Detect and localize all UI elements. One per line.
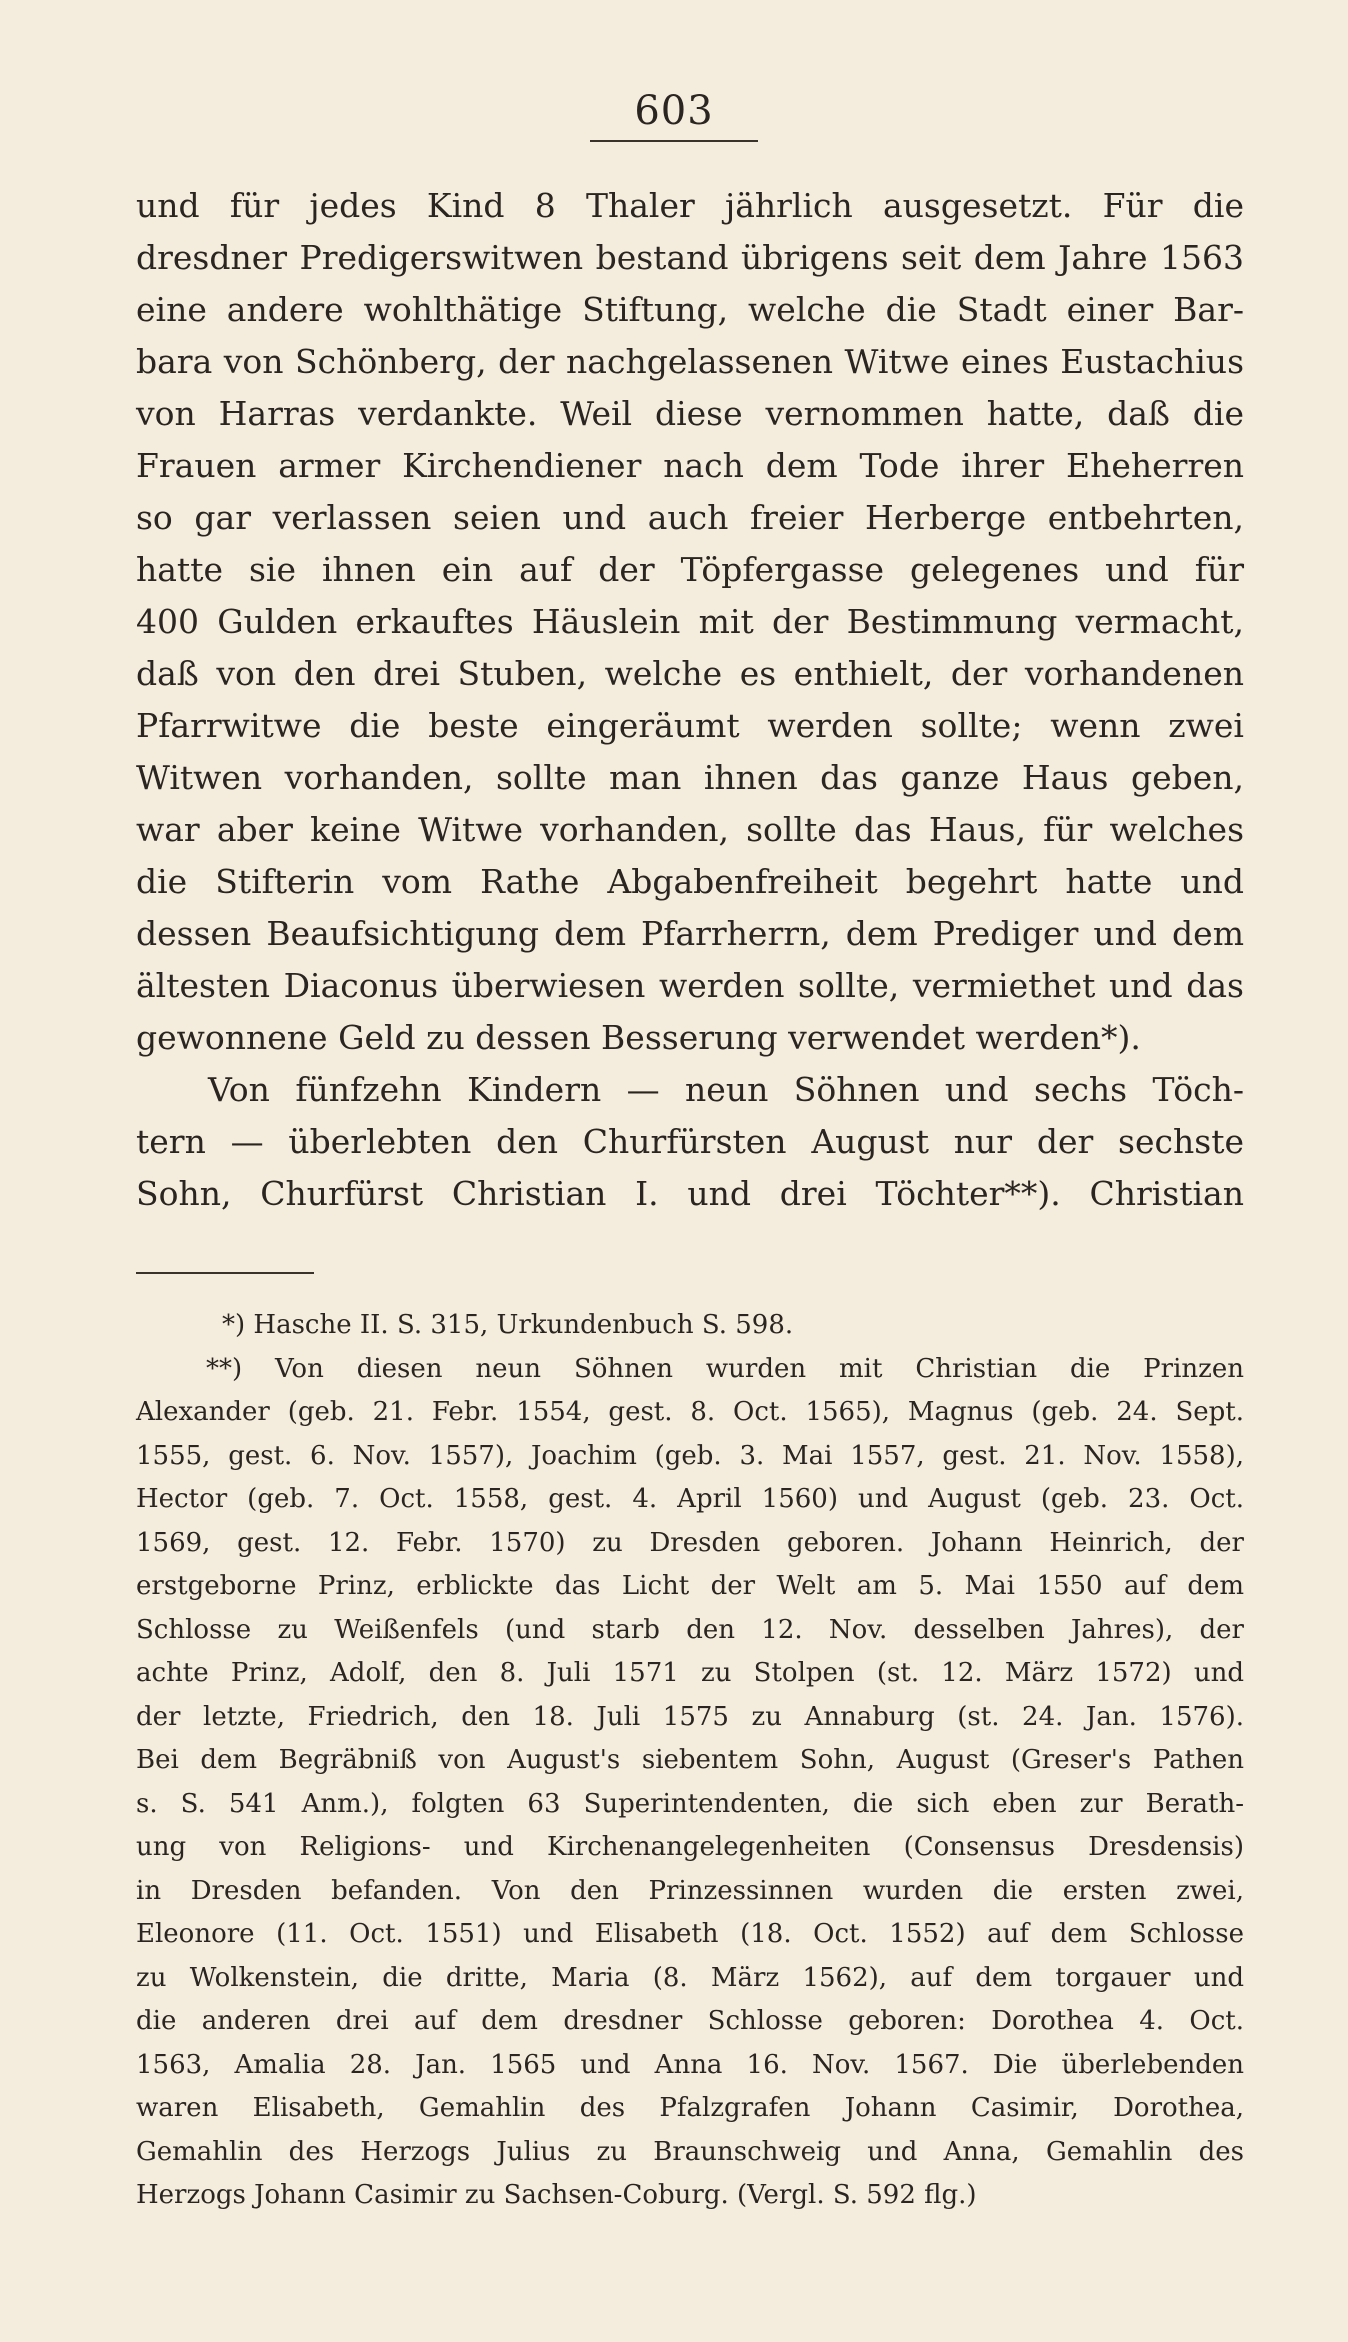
footnote-line: Schlosse zu Weißenfels (und starb den 12. Nov. desselben Jahres), der bbox=[136, 1614, 1244, 1645]
footnote-line: 1563, Amalia 28. Jan. 1565 und Anna 16. Nov. 1567. Die überlebenden bbox=[136, 2049, 1244, 2080]
page-number-rule bbox=[590, 140, 758, 142]
footnote-line: Herzogs Johann Casimir zu Sachsen-Coburg. (Vergl. S. 592 flg.) bbox=[136, 2180, 977, 2210]
footnote-line: *) Hasche II. S. 315, Urkundenbuch S. 598. bbox=[222, 1310, 794, 1340]
text-line: eine andere wohlthätige Stiftung, welche die Stadt einer Bar- bbox=[136, 290, 1244, 329]
main-text bbox=[136, 180, 1244, 1220]
text-line: bara von Schönberg, der nachgelassenen Witwe eines Eustachius bbox=[136, 342, 1244, 381]
footnote-line: Eleonore (11. Oct. 1551) und Elisabeth (18. Oct. 1552) auf dem Schlosse bbox=[136, 1919, 1244, 1949]
text-line: 400 Gulden erkauftes Häuslein mit der Bestimmung vermacht, bbox=[136, 602, 1244, 641]
footnote-line: zu Wolkenstein, die dritte, Maria (8. März 1562), auf dem torgauer und bbox=[136, 1962, 1244, 1993]
footnotes bbox=[136, 1304, 1244, 2218]
text-line: Von fünfzehn Kindern — neun Söhnen und sechs Töch- bbox=[208, 1070, 1244, 1109]
footnote-line: s. S. 541 Anm.), folgten 63 Superintendenten, die sich eben zur Berath- bbox=[136, 1788, 1244, 1819]
text-line: Pfarrwitwe die beste eingeräumt werden sollte; wenn zwei bbox=[136, 706, 1244, 745]
footnote-line: Bei dem Begräbniß von August's siebentem Sohn, August (Greser's Pathen bbox=[136, 1745, 1244, 1775]
footnote-line: Alexander (geb. 21. Febr. 1554, gest. 8. Oct. 1565), Magnus (geb. 24. Sept. bbox=[136, 1397, 1244, 1427]
footnote-line: in Dresden befanden. Von den Prinzessinnen wurden die ersten zwei, bbox=[136, 1875, 1244, 1906]
footnote-line: Gemahlin des Herzogs Julius zu Braunschweig und Anna, Gemahlin des bbox=[136, 2136, 1244, 2167]
text-line: und für jedes Kind 8 Thaler jährlich ausgesetzt. Für die bbox=[136, 186, 1244, 225]
footnote-line: erstgeborne Prinz, erblickte das Licht der Welt am 5. Mai 1550 auf dem bbox=[136, 1571, 1244, 1601]
footnote-line: der letzte, Friedrich, den 18. Juli 1575 zu Annaburg (st. 24. Jan. 1576). bbox=[136, 1701, 1244, 1732]
text-line: Frauen armer Kirchendiener nach dem Tode ihrer Eheherren bbox=[136, 446, 1244, 485]
text-line: tern — überlebten den Churfürsten August nur der sechste bbox=[136, 1122, 1244, 1161]
text-line: daß von den drei Stuben, welche es enthielt, der vorhandenen bbox=[136, 654, 1244, 693]
text-line: gewonnene Geld zu dessen Besserung verwendet werden*). bbox=[136, 1018, 1141, 1057]
footnote-line: ung von Religions- und Kirchenangelegenheiten (Consensus Dresdensis) bbox=[136, 1832, 1244, 1862]
text-line: die Stifterin vom Rathe Abgabenfreiheit begehrt hatte und bbox=[136, 862, 1244, 901]
text-line: dessen Beaufsichtigung dem Pfarrherrn, dem Prediger und dem bbox=[136, 914, 1244, 953]
footnote-line: die anderen drei auf dem dresdner Schlosse geboren: Dorothea 4. Oct. bbox=[136, 2006, 1244, 2036]
footnote-line: **) Von diesen neun Söhnen wurden mit Christian die Prinzen bbox=[206, 1353, 1244, 1384]
footnote-line: 1569, gest. 12. Febr. 1570) zu Dresden geboren. Johann Heinrich, der bbox=[136, 1527, 1244, 1558]
footnote-rule bbox=[136, 1272, 314, 1274]
page-number: 603 bbox=[634, 88, 714, 134]
text-line: hatte sie ihnen ein auf der Töpfergasse gelegenes und für bbox=[136, 550, 1244, 589]
text-line: so gar verlassen seien und auch freier Herberge entbehrten, bbox=[136, 498, 1244, 537]
text-line: ältesten Diaconus überwiesen werden sollte, vermiethet und das bbox=[136, 966, 1244, 1005]
footnote-line: Hector (geb. 7. Oct. 1558, gest. 4. April 1560) und August (geb. 23. Oct. bbox=[136, 1484, 1244, 1514]
footnote-line: waren Elisabeth, Gemahlin des Pfalzgrafen Johann Casimir, Dorothea, bbox=[136, 2093, 1244, 2123]
footnote-line: achte Prinz, Adolf, den 8. Juli 1571 zu Stolpen (st. 12. März 1572) und bbox=[136, 1658, 1244, 1688]
text-line: Sohn, Churfürst Christian I. und drei Töchter**). Christian bbox=[136, 1174, 1244, 1213]
text-line: von Harras verdankte. Weil diese vernommen hatte, daß die bbox=[136, 394, 1244, 433]
text-line: dresdner Predigerswitwen bestand übrigens seit dem Jahre 1563 bbox=[136, 238, 1244, 277]
text-line: Witwen vorhanden, sollte man ihnen das ganze Haus geben, bbox=[136, 758, 1244, 797]
text-line: war aber keine Witwe vorhanden, sollte das Haus, für welches bbox=[136, 810, 1244, 849]
footnote-line: 1555, gest. 6. Nov. 1557), Joachim (geb. 3. Mai 1557, gest. 21. Nov. 1558), bbox=[136, 1440, 1244, 1471]
